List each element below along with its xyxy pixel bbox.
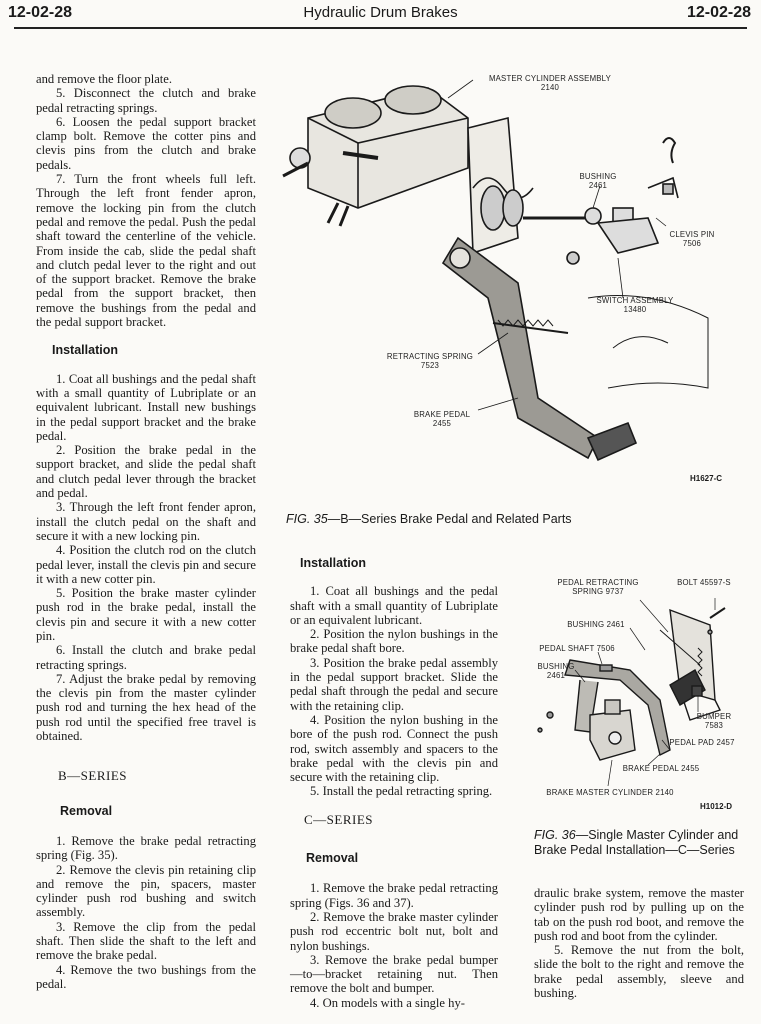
page-header — [0, 0, 761, 30]
step: 4. Remove the two bushings from the pedal. — [36, 962, 256, 991]
step: 3. Through the left front fender apron, install the clutch pedal on the shaft and secure it with a new locking pin. — [36, 500, 256, 543]
label-text: MASTER CYLINDER ASSEMBLY — [488, 74, 612, 83]
label-pedal-pad: PEDAL PAD 2457 — [669, 738, 735, 747]
fig36-caption-text: —Single Master Cylinder and Brake Pedal Installation—C—Series — [534, 828, 739, 857]
step: 3. Position the brake pedal assembly in the pedal support bracket. Slide the pedal shaft through the pedal and secure with the retaining clip. — [290, 655, 498, 713]
step: 4. Position the clutch rod on the clutch pedal lever, install the clevis pin and secure it with a new cotter pin. — [36, 543, 256, 586]
label-text: BUMPER — [696, 712, 732, 721]
page-number-right: 12-02-28 — [686, 4, 751, 21]
fig36-number: FIG. 36 — [534, 828, 576, 842]
step: 2. Remove the clevis pin retaining clip and remove the pin, spacers, master cylinder push rod bushing and switch assembly. — [36, 862, 256, 920]
right-column — [534, 886, 744, 1000]
label-text: BRAKE PEDAL — [413, 410, 471, 419]
label-bolt: BOLT 45597-S — [677, 578, 731, 587]
page-number-left: 12-02-28 — [8, 4, 73, 21]
fig35-caption-text: —B—Series Brake Pedal and Related Parts — [327, 512, 572, 526]
step: 2. Position the brake pedal in the support bracket, and slide the pedal shaft and clutch pedal lever through the bracket and pedal. — [36, 443, 256, 501]
section-heading-removal: Removal — [306, 851, 359, 866]
section-heading-c-series: C—SERIES — [304, 811, 374, 827]
label-number: SPRING 9737 — [572, 587, 624, 596]
step: 3. Remove the brake pedal bumper—to—bracket retaining nut. Then remove the bolt and bumper. — [290, 952, 498, 996]
step: 7. Adjust the brake pedal by removing the clevis pin from the master cylinder push rod and turning the hex head of the push rod until the specified free travel is obtained. — [36, 671, 256, 744]
fig36-caption — [534, 828, 750, 858]
middle-column — [290, 556, 498, 1010]
label-number: 13480 — [623, 305, 647, 314]
header-rule — [14, 27, 747, 29]
label-master-cylinder — [480, 74, 620, 92]
paragraph: 7. Turn the front wheels full left. Through the left front fender apron, remove the locking pin from the clutch pedal and remove the pedal. Push the pedal shaft toward the centerline of the vehicle. From inside the cab, slide the pedal shaft and clutch pedal lever to the right and out of the support bracket. Remove the brake pedal from the support bracket, then remove the bushings from the pedal and the pedal support bracket. — [36, 172, 256, 330]
page-title: Hydraulic Drum Brakes — [303, 4, 458, 21]
label-brake-pedal: BRAKE PEDAL 2455 — [622, 764, 700, 773]
label-text: BUSHING — [579, 172, 617, 181]
left-column — [36, 72, 256, 991]
label-clevis-pin — [664, 230, 720, 248]
paragraph: 5. Disconnect the clutch and brake pedal retracting springs. — [36, 86, 256, 115]
paragraph: 6. Loosen the pedal support bracket clamp bolt. Remove the cotter pins and clevis pins from the clutch and brake pedals. — [36, 114, 256, 172]
fig36-id: H1012-D — [700, 802, 733, 811]
fig35-caption — [286, 512, 746, 527]
label-bushing — [572, 172, 624, 190]
paragraph: 5. Remove the nut from the bolt, slide the bolt to the right and remove the brake pedal assembly, sleeve and bushing. — [534, 943, 744, 1001]
step: 5. Position the brake master cylinder push rod in the brake pedal, install the clevis pin and secure it with a new cotter pin. — [36, 586, 256, 643]
label-brake-pedal — [410, 410, 474, 428]
label-number: 2455 — [432, 419, 452, 428]
label-number: 7506 — [682, 239, 702, 248]
step: 6. Install the clutch and brake pedal retracting springs. — [36, 643, 256, 672]
label-brake-master-cylinder: BRAKE MASTER CYLINDER 2140 — [546, 788, 674, 797]
step: 1. Coat all bushings and the pedal shaft with a small quantity of Lubriplate or an equivalent lubricant. Install new bushings in the pedal support bracket and the brake pedal. — [36, 371, 256, 443]
fig35-number: FIG. 35 — [286, 512, 328, 526]
label-bushing: BUSHING 2461 — [567, 620, 625, 629]
label-bushing-2 — [536, 662, 576, 680]
label-text: RETRACTING SPRING — [386, 352, 474, 361]
step: 2. Remove the brake master cylinder push rod eccentric bolt nut, bolt and nylon bushings. — [290, 909, 498, 953]
label-number: 2140 — [540, 83, 560, 92]
step: 4. Position the nylon bushing in the bore of the push rod. Connect the push rod, switch assembly and spacers to the brake pedal with the clevis pin and secure with the retaining clip. — [290, 712, 498, 785]
label-text: CLEVIS PIN — [669, 230, 715, 239]
fig36-illustration — [520, 590, 750, 790]
step: 5. Install the pedal retracting spring. — [310, 784, 493, 799]
step: 3. Remove the clip from the pedal shaft. Then slide the shaft to the left and remove the brake pedal. — [36, 919, 256, 963]
label-number: 2461 — [546, 671, 566, 680]
label-number: 7583 — [704, 721, 724, 730]
section-heading-installation: Installation — [300, 556, 366, 570]
fig35-id: H1627-C — [690, 474, 723, 483]
section-heading-installation: Installation — [52, 343, 118, 358]
step: 2. Position the nylon bushings in the brake pedal shaft bore. — [290, 627, 498, 656]
label-pedal-retracting-spring — [550, 578, 646, 596]
label-bumper — [692, 712, 736, 730]
label-retracting-spring — [380, 352, 480, 370]
step: 1. Coat all bushings and the pedal shaft with a small quantity of Lubriplate or an equivalent lubricant. — [290, 584, 498, 627]
step: 1. Remove the brake pedal retracting spring (Fig. 35). — [36, 833, 256, 863]
section-heading-b-series: B—SERIES — [58, 768, 128, 784]
label-switch-assembly — [590, 296, 680, 314]
step: 4. On models with a single hy- — [310, 995, 465, 1010]
label-text: SWITCH ASSEMBLY — [596, 296, 674, 305]
paragraph: draulic brake system, remove the master cylinder push rod by pulling up on the tab on the push rod boot, and remove the push rod and boot from the cylinder. — [534, 886, 744, 943]
label-text: PEDAL RETRACTING — [557, 578, 639, 587]
step: 1. Remove the brake pedal retracting spring (Figs. 36 and 37). — [290, 881, 498, 910]
paragraph: and remove the floor plate. — [36, 72, 173, 86]
label-text: BUSHING — [537, 662, 575, 671]
section-heading-removal: Removal — [60, 803, 113, 818]
label-number: 7523 — [420, 361, 440, 370]
label-pedal-shaft: PEDAL SHAFT 7506 — [539, 644, 615, 653]
label-number: 2461 — [588, 181, 608, 190]
fig35-illustration — [268, 58, 738, 488]
